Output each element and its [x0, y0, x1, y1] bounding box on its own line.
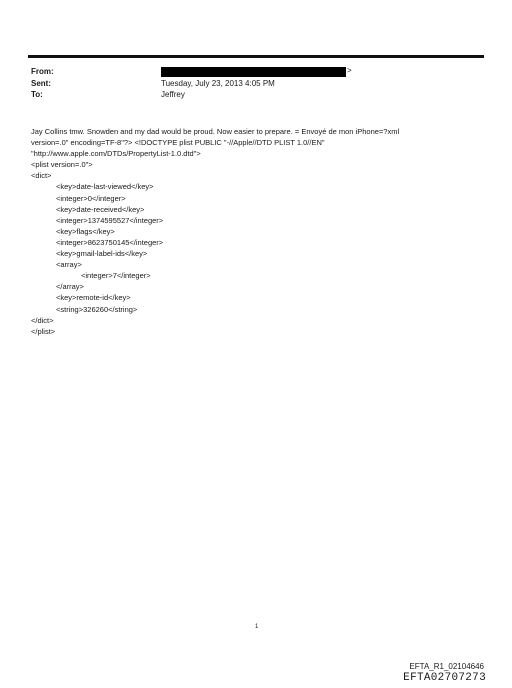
- sent-row: [31, 79, 491, 89]
- body-line: <integer>8623750145</integer>: [31, 237, 164, 247]
- body-line: version=.0" encoding=TF-8"?> <!DOCTYPE plist PUBLIC "-//Apple//DTD PLIST 1.0//EN": [31, 138, 325, 148]
- to-row: [31, 90, 491, 100]
- to-label: To:: [31, 90, 43, 99]
- sent-label: Sent:: [31, 79, 51, 88]
- body-line: <plist version=.0">: [31, 160, 93, 170]
- body-line: <integer>0</integer>: [31, 193, 126, 203]
- body-line: Jay Collins tmw. Snowden and my dad would be proud. Now easier to prepare. = Envoyé de mon iPhone=?xml: [31, 127, 400, 136]
- from-suffix: >: [347, 66, 352, 75]
- body-line: <integer>7</integer>: [31, 271, 151, 281]
- body-line: <array>: [31, 260, 82, 270]
- body-line: "http://www.apple.com/DTDs/PropertyList-1.0.dtd">: [31, 149, 201, 159]
- body-line: </dict>: [31, 315, 54, 325]
- sent-value: Tuesday, July 23, 2013 4:05 PM: [161, 79, 275, 88]
- page-number: 1: [255, 624, 259, 630]
- from-label: From:: [31, 67, 54, 76]
- body-line: </array>: [31, 282, 84, 292]
- from-value: [161, 66, 352, 77]
- body-line: <key>flags</key>: [31, 226, 115, 236]
- body-line: </plist>: [31, 326, 56, 336]
- body-line: <dict>: [31, 171, 52, 181]
- body-line: <key>gmail-label-ids</key>: [31, 249, 148, 259]
- email-body: [31, 126, 481, 337]
- body-line: <string>326260</string>: [31, 304, 138, 314]
- header-rule: [28, 55, 484, 58]
- body-line: <integer>1374595527</integer>: [31, 215, 164, 225]
- from-row: [31, 67, 491, 77]
- body-line: <key>date-received</key>: [31, 204, 145, 214]
- redaction-block: [161, 67, 346, 77]
- body-line: <key>remote-id</key>: [31, 293, 131, 303]
- bates-number-primary: EFTA_R1_02104646: [409, 662, 484, 671]
- bates-number-secondary: EFTA02707273: [403, 672, 486, 684]
- body-line: <key>date-last-viewed</key>: [31, 182, 154, 192]
- to-value: Jeffrey: [161, 90, 185, 99]
